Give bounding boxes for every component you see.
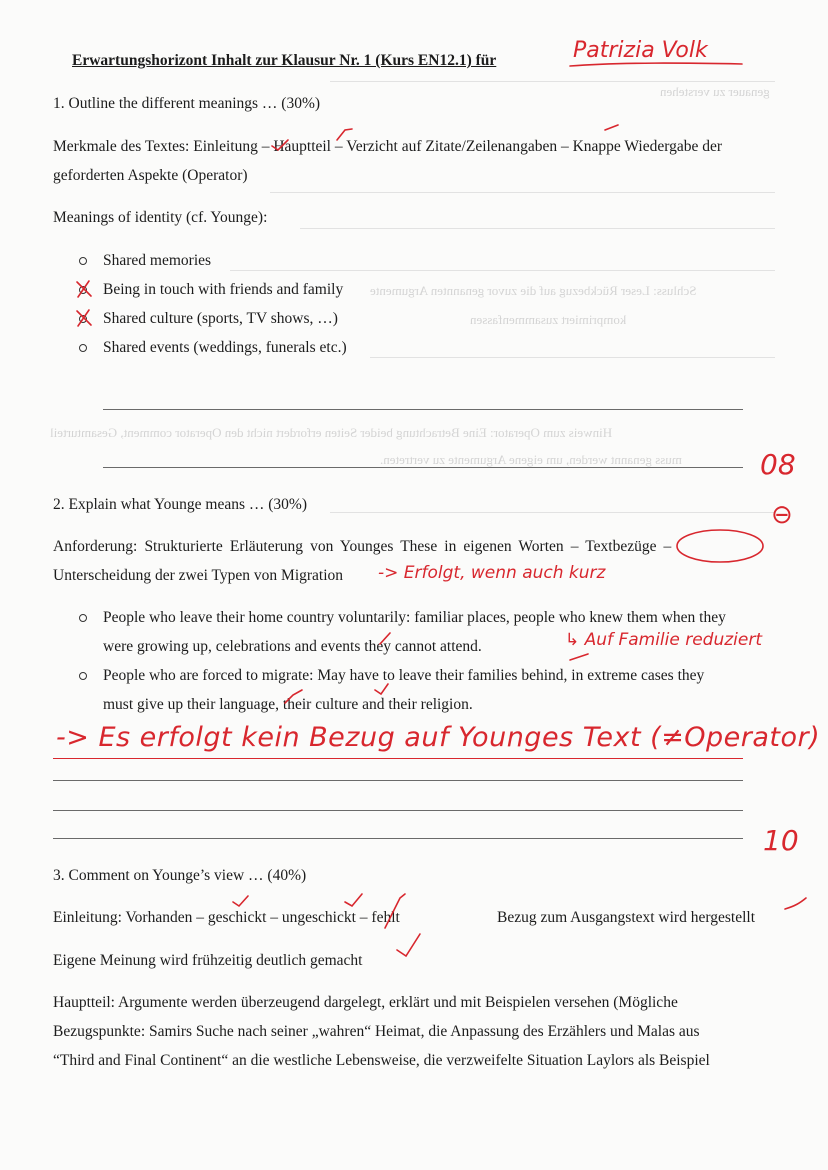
answer-line <box>53 810 743 811</box>
section3-main-line3: “Third and Final Continent“ an die westliche Lebensweise, die verzweifelte Situation Laylors als Beispiel <box>53 1052 710 1069</box>
faint-rule <box>370 357 775 358</box>
student-name: Patrizia Volk <box>573 38 708 63</box>
faint-rule <box>330 81 775 82</box>
tick-mark <box>345 894 362 906</box>
list-item: Being in touch with friends and family <box>103 281 344 298</box>
section3-main-line1: Hauptteil: Argumente werden überzeugend dargelegt, erklärt und mit Beispielen versehen (Mögliche <box>53 994 678 1011</box>
remark-item1: ↳ Auf Familie reduziert <box>565 630 763 650</box>
section1-heading: 1. Outline the different meanings … (30%) <box>53 95 321 112</box>
tick-mark <box>233 896 248 906</box>
faint-rule <box>300 228 775 229</box>
answer-line <box>103 409 743 410</box>
section3-intro: Einleitung: Vorhanden – geschickt – ungeschickt – fehlt <box>53 909 400 926</box>
bullet-circle <box>79 257 87 265</box>
list-item: must give up their language, their culture and their religion. <box>103 696 473 713</box>
bullet-circle <box>79 672 87 680</box>
page-title: Erwartungshorizont Inhalt zur Klausur Nr. 1 (Kurs EN12.1) für <box>72 52 497 69</box>
tick-mark <box>605 125 618 130</box>
remark-requirement: -> Erfolgt, wenn auch kurz <box>378 563 606 583</box>
section2-score: 10 <box>763 824 799 857</box>
minus-mark: ⊖ <box>771 500 793 530</box>
list-item: People who are forced to migrate: May have to leave their families behind, in extreme cases they <box>103 667 705 684</box>
section3-reference: Bezug zum Ausgangstext wird hergestellt <box>497 909 755 926</box>
list-item: Shared culture (sports, TV shows, …) <box>103 310 338 327</box>
bullet-circle <box>79 344 87 352</box>
faint-rule <box>330 512 775 513</box>
section2-requirement-line2: Unterscheidung der zwei Typen von Migration <box>53 567 344 584</box>
section3-heading: 3. Comment on Younge’s view … (40%) <box>53 867 307 884</box>
tick-mark <box>397 934 420 956</box>
show-through-text: genauer zu verstehen <box>660 84 770 99</box>
list-item: Shared events (weddings, funerals etc.) <box>103 339 347 356</box>
section1-meanings-label: Meanings of identity (cf. Younge): <box>53 209 268 226</box>
answer-line <box>53 838 743 839</box>
section2-heading: 2. Explain what Younge means … (30%) <box>53 496 307 513</box>
answer-line <box>103 467 743 468</box>
section1-features-line1: Merkmale des Textes: Einleitung – Hauptteil – Verzicht auf Zitate/Zeilenangaben – Knappe Wiedergabe der <box>53 138 723 155</box>
bullet-circle <box>79 286 87 294</box>
list-item: People who leave their home country voluntarily: familiar places, people who knew them when they <box>103 609 726 626</box>
section1-score: 08 <box>760 448 796 481</box>
show-through-text: muss genannt werden, um eigene Argumente zu vertreten. <box>380 452 682 467</box>
name-underline <box>570 63 742 66</box>
list-item: were growing up, celebrations and events they cannot attend. <box>103 638 482 655</box>
section2-requirement-line1: Anforderung: Strukturierte Erläuterung von Younges These in eigenen Worten – Textbezüge – <box>53 538 672 555</box>
show-through-text: komprimiert zusammenfassen <box>470 312 627 327</box>
faint-rule <box>270 192 775 193</box>
show-through-text: Schluss: Leser Rückbezug auf die zuvor genannten Argumente <box>370 283 697 298</box>
section1-features-line2: geforderten Aspekte (Operator) <box>53 167 248 184</box>
circle-mark <box>677 530 763 562</box>
section3-opinion: Eigene Meinung wird frühzeitig deutlich gemacht <box>53 952 363 969</box>
section2-comment: -> Es erfolgt kein Bezug auf Younges Text (≠Operator) <box>56 722 821 753</box>
section3-main-line2: Bezugspunkte: Samirs Suche nach seiner „wahren“ Heimat, die Anpassung des Erzählers und Malas aus <box>53 1023 700 1040</box>
tick-mark <box>785 898 806 909</box>
bullet-circle <box>79 614 87 622</box>
bullet-circle <box>79 315 87 323</box>
faint-rule <box>230 270 775 271</box>
show-through-text: Hinweis zum Operator: Eine Betrachtung beider Seiten erfordert nicht den Operator comment, Gesamturteil <box>50 425 613 440</box>
tick-mark <box>570 654 588 660</box>
list-item: Shared memories <box>103 252 212 269</box>
answer-line <box>53 758 743 759</box>
answer-line <box>53 780 743 781</box>
